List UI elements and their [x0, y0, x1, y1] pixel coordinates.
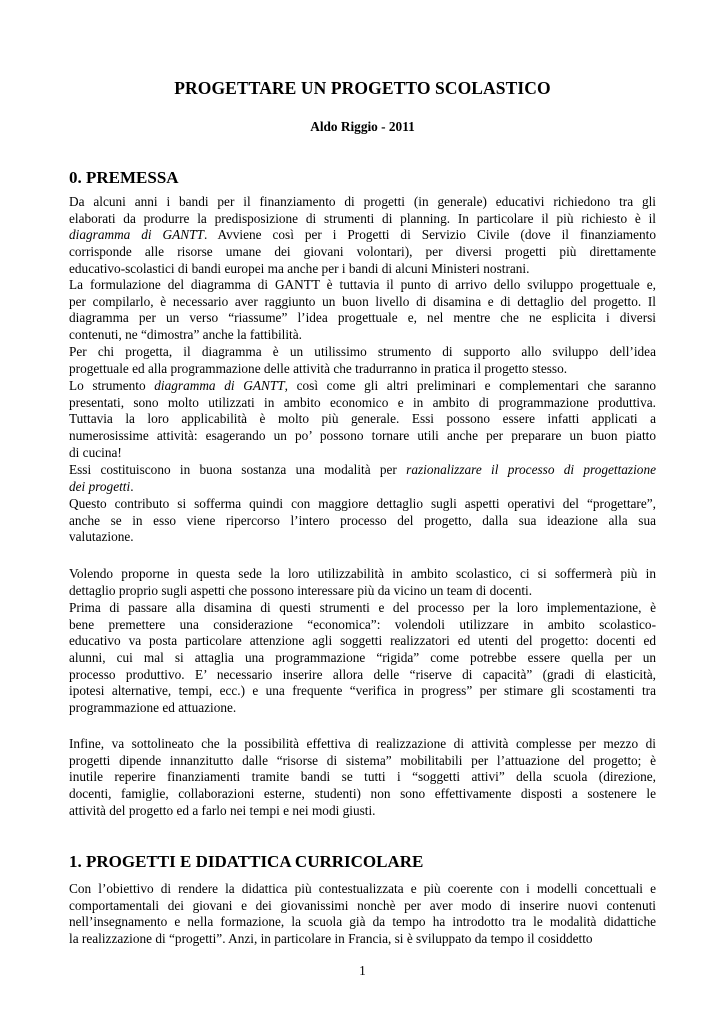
text-line: valutazione. [69, 529, 134, 545]
text-line: Lo strumento diagramma di GANTT, così come gli altri preliminari e complementari che saranno [69, 378, 656, 393]
text-line: educativo va posta particolare attenzione agli soggetti realizzatori ed utenti del progetto: docenti ed [69, 633, 656, 649]
text-line: numerosissime attività: esagerando un po’ possono tornare utili anche per preparare un buon piatto [69, 428, 656, 444]
text-line: inutile reperire finanziamenti tramite bandi se tutti i “soggetti attivi” della scuola (direzione, [69, 769, 656, 785]
text-line: La formulazione del diagramma di GANTT è tuttavia il punto di arrivo dello sviluppo progettuale e, [69, 277, 656, 292]
text-line: bene premettere una considerazione “economica”: volendoli utilizzare in ambito scolastico- [69, 616, 656, 632]
text-line: anche se in esso viene ripercorso l’intero processo del progetto, dalla sua ideazione alla sua [69, 512, 656, 528]
text-line: progetti dipende innanzitutto dalle “risorse di sistema” mobilitabili per l’attuazione del progetto; è [69, 752, 656, 768]
text-line: Tuttavia la loro applicabilità è molto più generale. Essi possono essere infatti applicati a [69, 411, 656, 427]
paragraph [69, 378, 656, 461]
paragraph [69, 566, 656, 599]
text-line: ipotesi alternative, tempi, ecc.) e una frequente “verifica in progress” per stimare gli scostamenti tra [69, 683, 656, 699]
text-line: diagramma di GANTT. Avviene così per i Progetti di Servizio Civile (dove il finanziamento [69, 227, 656, 243]
text-line: comportamentali dei giovani e dei giovanissimi nonchè per aver modo di inserire nuovi contenuti [69, 897, 656, 913]
page-number: 1 [359, 963, 366, 978]
text-line: Prima di passare alla disamina di questi strumenti e del processo per la loro implementazione, è [69, 600, 656, 615]
section-heading-progetti: 1. PROGETTI E DIDATTICA CURRICOLARE [69, 852, 424, 871]
text-line: dei progetti. [69, 478, 134, 494]
paragraph [69, 600, 656, 717]
paragraph [69, 194, 656, 277]
text-line: Da alcuni anni i bandi per il finanziamento di progetti (in generale) educativi richiedono tra gli [69, 194, 656, 209]
paragraph [69, 496, 656, 546]
document-author: Aldo Riggio - 2011 [310, 119, 415, 134]
text-line: contenuti, ne “dimostra” anche la fattibilità. [69, 327, 302, 343]
paragraph [69, 462, 656, 495]
text-line: corrisponde alle risorse umane dei giovani volontari), per diversi progetti più direttamente [69, 244, 656, 260]
text-line: programmazione ed attuazione. [69, 700, 237, 716]
text-line: progettuale ed alla programmazione delle attività che tradurranno in pratica il progetto stesso. [69, 360, 568, 376]
text-line: Essi costituiscono in buona sostanza una modalità per razionalizzare il processo di progettazione [69, 462, 656, 477]
text-line: alunni, cui mal si attaglia una programmazione “rigida” come potrebbe essere quella per un [69, 650, 656, 666]
section-heading-premessa: 0. PREMESSA [69, 168, 179, 187]
text-line: presentati, sono molto utilizzati in ambito economico e in ambito di programmazione produttiva. [69, 394, 656, 410]
text-line: diagramma per un verso “riassume” l’idea progettuale e, nel mentre che ne esplicita i diversi [69, 310, 656, 326]
text-line: elaborati da produrre la predisposizione di strumenti di planning. In particolare il più richiesto è il [69, 210, 656, 226]
text-line: Per chi progetta, il diagramma è un utilissimo strumento di supporto allo sviluppo dell’idea [69, 344, 656, 359]
text-line: nell’insegnamento e nella formazione, la scuola già da tempo ha introdotto tra le modalità didattiche [69, 914, 656, 930]
text-line: Con l’obiettivo di rendere la didattica più contestualizzata e più coerente con i modelli concettuali e [69, 881, 656, 896]
text-line: la realizzazione di “progetti”. Anzi, in particolare in Francia, si è sviluppato da tempo il cosiddetto [69, 931, 593, 947]
text-line: educativo-scolastici di bandi europei ma anche per i bandi di alcuni Ministeri nostrani. [69, 260, 530, 276]
text-line: attività del progetto ed a farlo nei tempi e nei modi giusti. [69, 802, 376, 818]
text-line: dettaglio proprio sugli aspetti che possono interessare più da vicino un team di docenti. [69, 582, 533, 598]
paragraph [69, 344, 656, 377]
text-line: processo produttivo. E’ necessario inserire allora delle “riserve di capacità” (gradi di elasticità, [69, 666, 656, 682]
paragraph [69, 277, 656, 344]
text-line: Questo contributo si sofferma quindi con maggiore dettaglio sugli aspetti operativi del “progettare”, [69, 496, 656, 511]
text-line: Volendo proporne in questa sede la loro utilizzabilità in ambito scolastico, ci si soffermerà più in [69, 566, 656, 581]
paragraph [69, 881, 656, 948]
text-line: di cucina! [69, 444, 122, 460]
text-line: per compilarlo, è necessario aver raggiunto un buon livello di disamina e di dettaglio del progetto. Il [69, 293, 656, 309]
paragraph [69, 736, 656, 819]
text-line: Infine, va sottolineato che la possibilità effettiva di realizzazione di attività complesse per mezzo di [69, 736, 656, 751]
document-title: PROGETTARE UN PROGETTO SCOLASTICO [174, 78, 551, 98]
text-line: docenti, famiglie, collaborazioni esterne, studenti) non sono effettivamente disposti a sostenere le [69, 786, 656, 802]
